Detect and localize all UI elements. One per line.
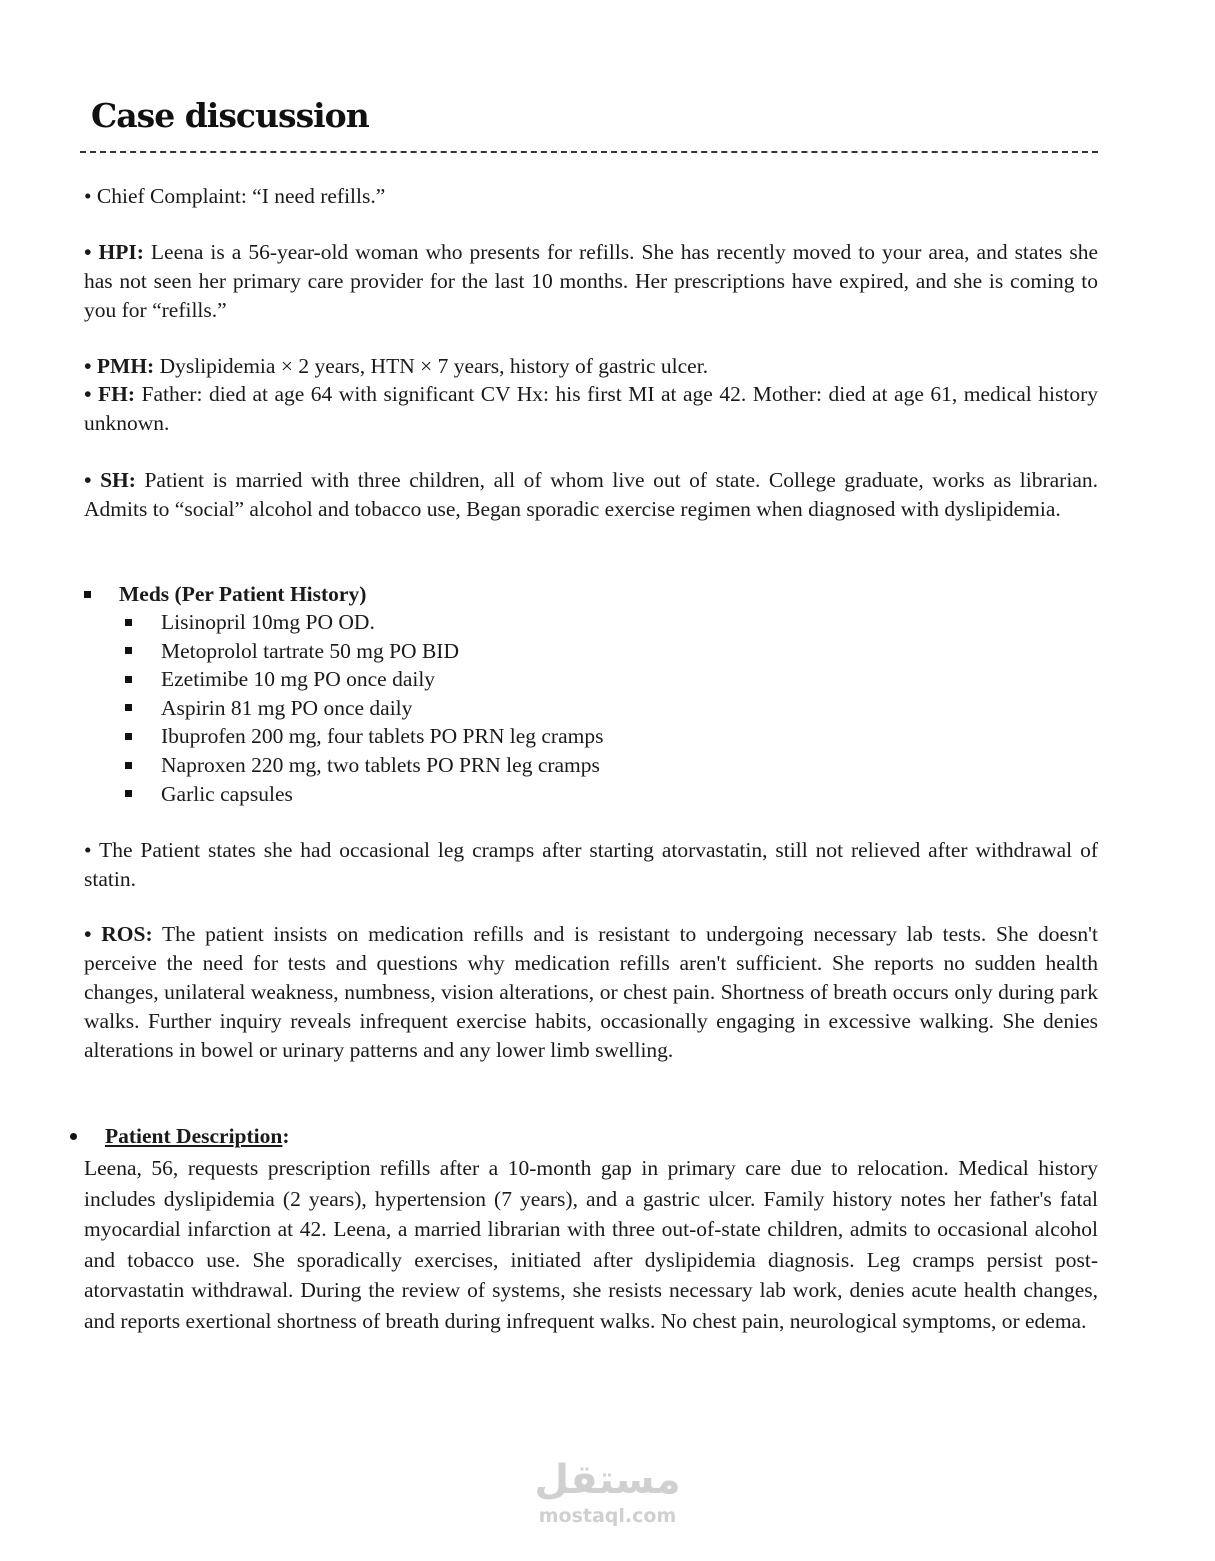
- mostaql-watermark: [500, 1455, 715, 1527]
- med-item-text: Garlic capsules: [161, 781, 293, 806]
- med-item: [125, 665, 603, 694]
- sh-text: Patient is married with three children, all of whom live out of state. College graduate, works as librarian. Admits to “social” alcohol and tobacco use, Began sporadic exercise regimen when diagnosed with dyslipidemia.: [84, 468, 1098, 521]
- med-item-text: Lisinopril 10mg PO OD.: [161, 610, 375, 634]
- watermark-url: mostaql.com: [538, 1505, 677, 1527]
- patient-description-heading-text: Patient Description: [105, 1124, 283, 1148]
- med-item-text: Ezetimibe 10 mg PO once daily: [161, 667, 436, 692]
- square-bullet-icon: [125, 647, 132, 654]
- heading-colon: :: [282, 1124, 290, 1148]
- fh-text: Father: died at age 64 with significant CV Hx: his first MI at age 42. Mother: died at age 61, medical history unknown.: [84, 382, 1098, 435]
- title-divider: [80, 151, 1098, 153]
- round-bullet-icon: [70, 1133, 77, 1140]
- meds-list: [125, 608, 603, 808]
- leg-cramps-note: • The Patient states she had occasional leg cramps after starting atorvastatin, still not relieved after withdrawal of statin.: [84, 838, 1098, 891]
- ros-section: [84, 920, 1098, 1065]
- sh-section: [84, 466, 1098, 524]
- hpi-text: Leena is a 56-year-old woman who presents for refills. She has recently moved to your area, and states she has not seen her primary care provider for the last 10 months. Her prescriptions have expired, and she is coming to you for “refills.”: [84, 240, 1098, 322]
- med-item: [125, 722, 603, 751]
- meds-heading-text: Meds (Per Patient History): [119, 582, 367, 606]
- med-item: [125, 751, 603, 780]
- med-item: [125, 608, 603, 637]
- pmh-label: • PMH:: [84, 354, 155, 378]
- square-bullet-icon: [125, 619, 132, 626]
- square-bullet-icon: [125, 762, 132, 769]
- fh-label: • FH:: [84, 382, 136, 406]
- pmh-section: [84, 352, 1098, 381]
- square-bullet-icon: [84, 591, 91, 598]
- med-item-text: Aspirin 81 mg PO once daily: [161, 695, 413, 720]
- med-item: [125, 637, 603, 666]
- med-item: [125, 694, 603, 723]
- sh-label: • SH:: [84, 468, 136, 492]
- hpi-section: [84, 238, 1098, 325]
- med-item: [125, 780, 603, 809]
- watermark-logo: مستقل: [534, 1457, 681, 1503]
- pmh-text: Dyslipidemia × 2 years, HTN × 7 years, history of gastric ulcer.: [154, 354, 709, 378]
- square-bullet-icon: [125, 704, 132, 711]
- patient-description-text: Leena, 56, requests prescription refills after a 10-month gap in primary care due to relocation. Medical history includes dyslipidemia (2 years), hypertension (7 years), and a gastric ulcer. Family history notes her father's fatal myocardial infarction at 42. Leena, a married librarian with three out-of-state children, admits to occasional alcohol and tobacco use. She sporadically exercises, initiated after dyslipidemia diagnosis. Leg cramps persist post-atorvastatin withdrawal. During the review of systems, she resists necessary lab work, denies acute health changes, and reports exertional shortness of breath during infrequent walks. No chest pain, neurological symptoms, or edema.: [84, 1156, 1098, 1333]
- square-bullet-icon: [125, 733, 132, 740]
- patient-description-heading: [70, 1122, 290, 1151]
- ros-label: • ROS:: [84, 922, 153, 946]
- page-title: Case discussion: [91, 96, 369, 135]
- fh-section: [84, 380, 1098, 438]
- meds-heading: [84, 580, 366, 609]
- med-item-text: Naproxen 220 mg, two tablets PO PRN leg cramps: [161, 752, 600, 777]
- ros-text: The patient insists on medication refills and is resistant to undergoing necessary lab tests. She doesn't perceive the need for tests and questions why medication refills aren't sufficient. She reports no sudden health changes, unilateral weakness, numbness, vision alterations, or chest pain. Shortness of breath occurs only during park walks. Further inquiry reveals infrequent exercise habits, occasionally engaging in excessive walking. She denies alterations in bowel or urinary patterns and any lower limb swelling.: [84, 922, 1098, 1062]
- med-item-text: Ibuprofen 200 mg, four tablets PO PRN leg cramps: [161, 724, 604, 749]
- square-bullet-icon: [125, 676, 132, 683]
- hpi-label: • HPI:: [84, 240, 144, 264]
- med-item-text: Metoprolol tartrate 50 mg PO BID: [161, 638, 459, 663]
- chief-complaint: • Chief Complaint: “I need refills.”: [84, 184, 386, 208]
- square-bullet-icon: [125, 790, 132, 797]
